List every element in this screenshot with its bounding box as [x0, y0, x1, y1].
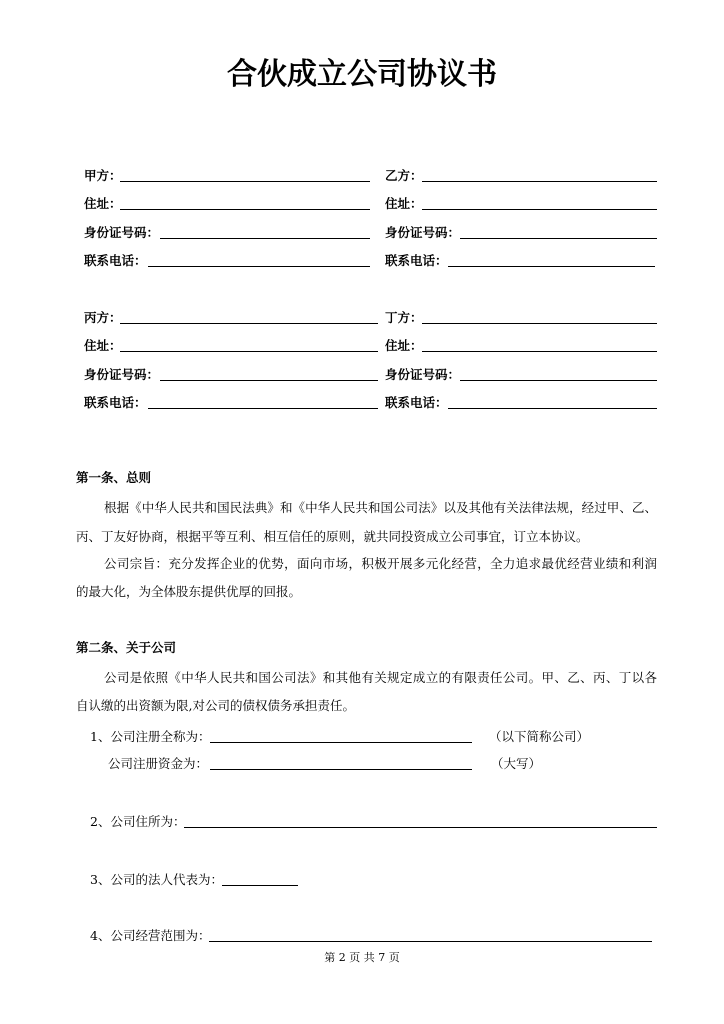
party-a-name-line	[120, 181, 370, 182]
party-a-id-label: 身份证号码：	[84, 225, 160, 240]
document-title: 合伙成立公司协议书	[227, 57, 497, 92]
article-1-heading: 第一条、总则	[76, 470, 152, 485]
article-1-paragraph-2-line-2: 的最大化，为全体股东提供优厚的回报。	[76, 584, 302, 599]
party-a-phone-line	[148, 266, 370, 267]
company-full-name-label: 1、公司注册全称为：	[90, 729, 211, 744]
party-c-phone-label: 联系电话：	[84, 395, 147, 410]
registered-capital-note: （大写）	[491, 756, 542, 771]
party-b-phone-line	[448, 266, 655, 267]
company-address-label: 2、公司住所为：	[90, 814, 186, 829]
party-c-phone-line	[148, 408, 378, 409]
article-1-paragraph-2-line-1: 公司宗旨：充分发挥企业的优势，面向市场，积极开展多元化经营，全力追求最优经营业绩和利润	[104, 556, 657, 571]
party-b-name-line	[422, 181, 657, 182]
legal-representative-label: 3、公司的法人代表为：	[90, 872, 223, 887]
party-a-address-label: 住址：	[84, 196, 122, 211]
business-scope-label: 4、公司经营范围为：	[90, 928, 211, 943]
party-c-address-label: 住址：	[84, 338, 122, 353]
party-a-label: 甲方：	[84, 168, 122, 183]
party-b-id-line	[460, 238, 657, 239]
page-number-footer: 第 2 页 共 7 页	[324, 951, 400, 964]
party-c-name-line	[120, 323, 378, 324]
party-c-address-line	[120, 351, 378, 352]
company-address-line	[184, 827, 657, 828]
party-d-id-label: 身份证号码：	[385, 367, 461, 382]
article-2-paragraph-line-1: 公司是依照《中华人民共和国公司法》和其他有关规定成立的有限责任公司。甲、乙、丙、丁以各	[104, 670, 657, 685]
party-b-address-line	[422, 209, 657, 210]
party-d-label: 丁方：	[385, 310, 423, 325]
registered-capital-label: 公司注册资金为：	[108, 756, 209, 771]
party-c-id-line	[160, 380, 378, 381]
party-a-id-line	[160, 238, 370, 239]
party-a-phone-label: 联系电话：	[84, 253, 147, 268]
party-d-address-line	[422, 351, 657, 352]
article-1-paragraph-1-line-2: 丙、丁友好协商，根据平等互利、相互信任的原则，就共同投资成立公司事宜，订立本协议。	[76, 529, 589, 544]
party-b-id-label: 身份证号码：	[385, 225, 461, 240]
article-2-heading: 第二条、关于公司	[76, 640, 177, 655]
party-d-name-line	[422, 323, 657, 324]
party-d-address-label: 住址：	[385, 338, 423, 353]
registered-capital-line	[210, 769, 472, 770]
company-full-name-note: （以下简称公司）	[489, 729, 590, 744]
article-2-paragraph-line-2: 自认缴的出资额为限,对公司的债权债务承担责任。	[76, 698, 355, 713]
party-d-id-line	[460, 380, 657, 381]
business-scope-line	[209, 941, 652, 942]
party-d-phone-line	[448, 408, 657, 409]
party-c-label: 丙方：	[84, 310, 122, 325]
party-c-id-label: 身份证号码：	[84, 367, 160, 382]
company-full-name-line	[210, 742, 472, 743]
party-b-address-label: 住址：	[385, 196, 423, 211]
party-b-phone-label: 联系电话：	[385, 253, 448, 268]
party-d-phone-label: 联系电话：	[385, 395, 448, 410]
legal-representative-line	[222, 885, 298, 886]
article-1-paragraph-1-line-1: 根据《中华人民共和国民法典》和《中华人民共和国公司法》以及其他有关法律法规，经过甲、乙、	[104, 500, 657, 515]
party-b-label: 乙方：	[385, 168, 423, 183]
party-a-address-line	[120, 209, 370, 210]
